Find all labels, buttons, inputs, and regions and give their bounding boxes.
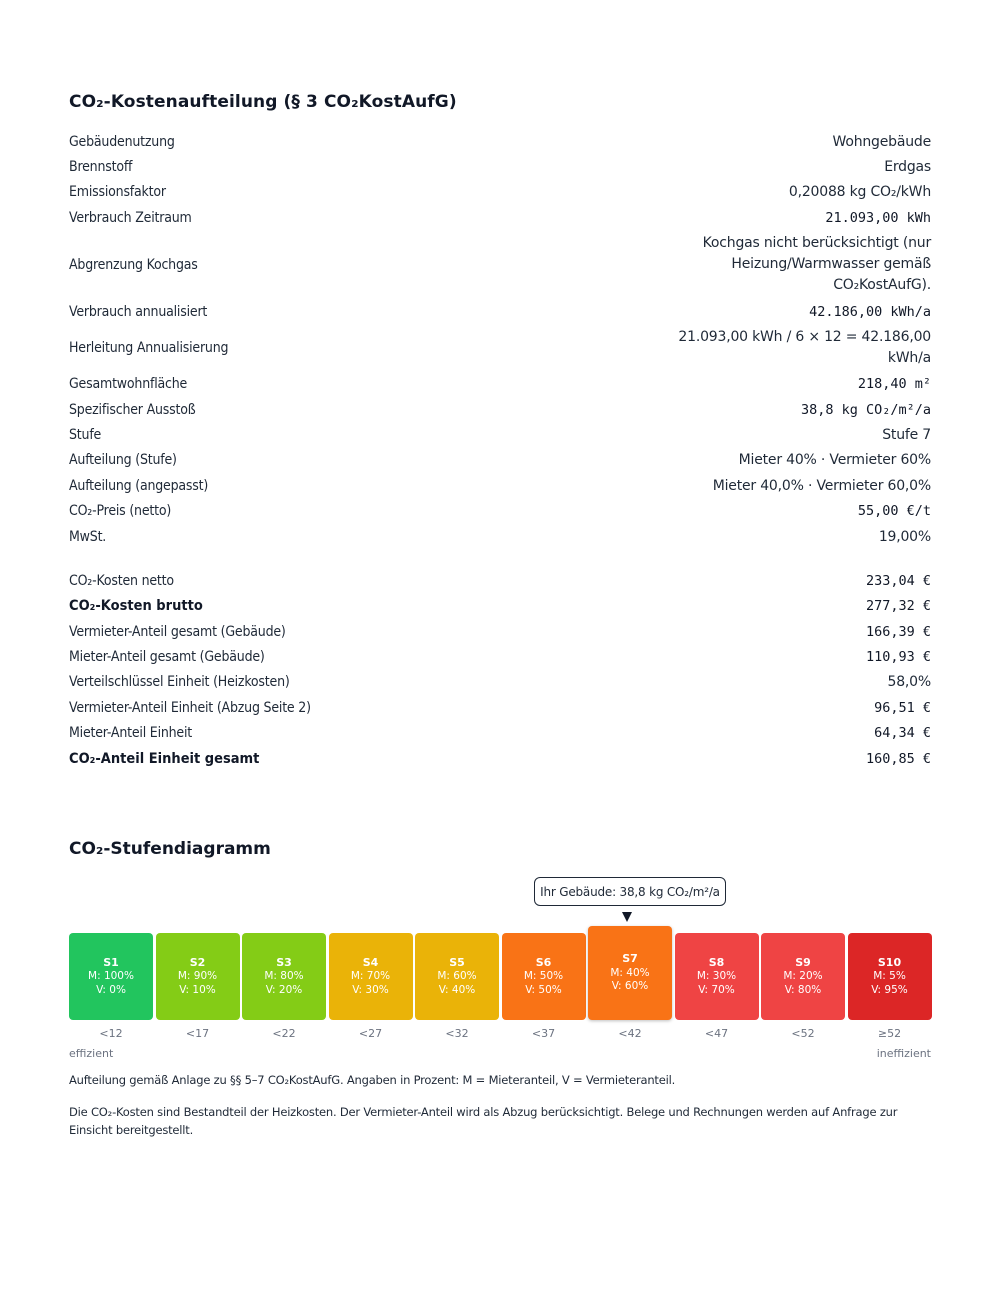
row-label: Verbrauch annualisiert: [69, 303, 208, 320]
step-landlord-share: V: 60%: [611, 980, 649, 993]
row-value: 0,20088 kg CO₂/kWh: [788, 184, 931, 201]
step-limit-label: <42: [618, 1027, 642, 1040]
row-vermieter-anteil-einheit: [69, 695, 931, 720]
row-co2-anteil-einheit-gesamt: [69, 746, 931, 771]
row-aufteilung-angepasst: [69, 473, 931, 498]
row-label: CO₂-Kosten netto: [69, 572, 174, 589]
step-name: S9: [795, 955, 811, 969]
note-info: Die CO₂-Kosten sind Bestandteil der Heizkosten. Der Vermieter-Anteil wird als Abzug berücksichtigt. Belege und Rechnungen werden auf Anfrage zur Einsicht bereitgestellt.: [69, 1105, 898, 1137]
row-gebaeudenutzung: [69, 129, 931, 154]
row-stufe: [69, 422, 931, 447]
row-value: 55,00 €/t: [857, 503, 931, 520]
row-mieter-anteil-gesamt: [69, 644, 931, 669]
step-tenant-share: M: 70%: [350, 970, 391, 983]
step-tenant-share: M: 5%: [873, 970, 906, 983]
step-landlord-share: V: 95%: [871, 983, 908, 996]
row-vermieter-anteil-gesamt: [69, 619, 931, 644]
row-label: Gebäudenutzung: [69, 133, 175, 150]
step-limit-label: <12: [99, 1027, 123, 1040]
row-label: Stufe: [69, 427, 102, 444]
row-value: Stufe 7: [882, 427, 931, 444]
step-tenant-share: M: 60%: [437, 970, 477, 983]
row-label: Gesamtwohnfläche: [69, 376, 188, 393]
row-herleitung-annualisierung: [69, 324, 931, 371]
inefficient-label: ineffizient: [876, 1047, 931, 1060]
step-limit-label: <27: [358, 1027, 383, 1040]
row-label: CO₂-Preis (netto): [69, 503, 172, 520]
step-landlord-share: V: 70%: [698, 983, 735, 996]
section-title: CO₂-Kostenaufteilung (§ 3 CO₂KostAufG): [69, 92, 457, 112]
row-value: Mieter 40,0% · Vermieter 60,0%: [712, 477, 931, 494]
step-landlord-share: V: 40%: [438, 983, 476, 996]
pointer-arrow-icon: [622, 912, 632, 922]
row-value: 21.093,00 kWh: [825, 209, 931, 226]
row-co2-kosten-netto: [69, 568, 931, 593]
row-label: MwSt.: [69, 528, 107, 545]
step-landlord-share: V: 0%: [96, 983, 126, 996]
row-value: Mieter 40% · Vermieter 60%: [738, 452, 931, 469]
row-label: Verbrauch Zeitraum: [69, 209, 192, 226]
step-name: S5: [449, 955, 465, 969]
step-s5: [415, 933, 499, 1020]
step-limit-label: <17: [185, 1027, 210, 1040]
step-landlord-share: V: 10%: [179, 983, 216, 996]
row-value: Erdgas: [884, 159, 931, 176]
row-verbrauch-annualisiert: [69, 299, 931, 324]
row-label: Aufteilung (Stufe): [69, 452, 177, 469]
row-label: CO₂-Kosten brutto: [69, 598, 203, 615]
step-name: S7: [622, 952, 638, 966]
step-tenant-share: M: 50%: [523, 970, 564, 983]
note-legend: Aufteilung gemäß Anlage zu §§ 5–7 CO₂KostAufG. Angaben in Prozent: M = Mieteranteil, V = Vermieteranteil.: [69, 1073, 676, 1087]
building-callout: Ihr Gebäude: 38,8 kg CO₂/m²/a: [534, 877, 726, 906]
row-abgrenzung-kochgas: [69, 231, 931, 299]
row-spezifischer-ausstoss: [69, 397, 931, 422]
step-s3: [242, 933, 326, 1020]
step-tenant-share: M: 20%: [783, 970, 823, 983]
data-table: [69, 129, 931, 771]
row-value: 42.186,00 kWh/a: [809, 303, 931, 320]
row-value: 218,40 m²: [857, 376, 931, 393]
step-limit-label: <52: [791, 1027, 815, 1040]
row-label: Brennstoff: [69, 159, 133, 176]
step-s4: [329, 933, 413, 1020]
step-s10: [848, 933, 932, 1020]
scale-ends: [69, 1047, 931, 1060]
step-limit-label: <32: [445, 1027, 469, 1040]
row-emissionsfaktor: [69, 180, 931, 205]
row-label: Herleitung Annualisierung: [69, 339, 229, 356]
row-aufteilung-stufe: [69, 448, 931, 473]
step-name: S1: [103, 955, 119, 969]
row-value: 19,00%: [878, 528, 931, 545]
step-name: S2: [189, 955, 206, 969]
row-value: Wohngebäude: [832, 133, 931, 150]
row-co2-preis: [69, 499, 931, 524]
step-s7: [588, 926, 672, 1020]
row-value: 110,93 €: [865, 649, 931, 666]
row-label: Mieter-Anteil gesamt (Gebäude): [69, 649, 265, 666]
row-value: 277,32 €: [865, 598, 931, 615]
step-name: S8: [708, 955, 725, 969]
section-spacer: [69, 549, 931, 568]
step-tenant-share: M: 90%: [177, 970, 218, 983]
step-s6: [502, 933, 586, 1020]
row-value: 96,51 €: [874, 699, 931, 716]
row-brennstoff: [69, 154, 931, 179]
row-value: 233,04 €: [865, 572, 931, 589]
step-limit-label: <22: [272, 1027, 296, 1040]
row-value: Kochgas nicht berücksichtigt (nur Heizung/Warmwasser gemäß CO₂KostAufG).: [702, 235, 931, 294]
step-s1: [69, 933, 153, 1020]
step-landlord-share: V: 50%: [525, 983, 562, 996]
step-landlord-share: V: 20%: [265, 983, 303, 996]
row-label: Abgrenzung Kochgas: [69, 256, 198, 273]
step-tenant-share: M: 30%: [696, 970, 737, 983]
step-limits: [69, 1027, 931, 1043]
step-name: S6: [535, 955, 552, 969]
row-verbrauch-zeitraum: [69, 205, 931, 230]
row-value: 160,85 €: [865, 750, 931, 767]
efficient-label: effizient: [69, 1047, 114, 1060]
step-s9: [761, 933, 845, 1020]
step-name: S10: [877, 955, 902, 969]
step-landlord-share: V: 80%: [784, 983, 822, 996]
row-value: 38,8 kg CO₂/m²/a: [800, 401, 931, 418]
row-value: 58,0%: [887, 674, 931, 691]
row-label: Verteilschlüssel Einheit (Heizkosten): [69, 674, 290, 691]
step-limit-label: <47: [704, 1027, 729, 1040]
row-verteilschluessel: [69, 670, 931, 695]
step-tenant-share: M: 40%: [610, 966, 650, 979]
step-limit-label: <37: [531, 1027, 556, 1040]
row-gesamtwohnflaeche: [69, 372, 931, 397]
step-name: S4: [362, 955, 379, 969]
diagram-title: CO₂-Stufendiagramm: [69, 839, 271, 859]
step-s8: [675, 933, 759, 1020]
row-mieter-anteil-einheit: [69, 721, 931, 746]
step-tenant-share: M: 80%: [264, 970, 304, 983]
step-name: S3: [276, 955, 292, 969]
step-tenant-share: M: 100%: [88, 970, 134, 983]
step-s2: [156, 933, 240, 1020]
row-value: 64,34 €: [874, 725, 931, 742]
step-limit-label: ≥52: [877, 1027, 902, 1040]
row-label: CO₂-Anteil Einheit gesamt: [69, 750, 260, 767]
row-value: 21.093,00 kWh / 6 × 12 = 42.186,00 kWh/a: [678, 328, 931, 366]
row-label: Spezifischer Ausstoß: [69, 401, 196, 418]
step-landlord-share: V: 30%: [352, 983, 389, 996]
row-label: Vermieter-Anteil gesamt (Gebäude): [69, 623, 286, 640]
row-co2-kosten-brutto: [69, 594, 931, 619]
row-mwst: [69, 524, 931, 549]
row-label: Vermieter-Anteil Einheit (Abzug Seite 2): [69, 699, 311, 716]
step-bar: [69, 926, 931, 1026]
row-label: Aufteilung (angepasst): [69, 477, 209, 494]
row-label: Emissionsfaktor: [69, 184, 166, 201]
row-label: Mieter-Anteil Einheit: [69, 725, 193, 742]
row-value: 166,39 €: [865, 623, 931, 640]
